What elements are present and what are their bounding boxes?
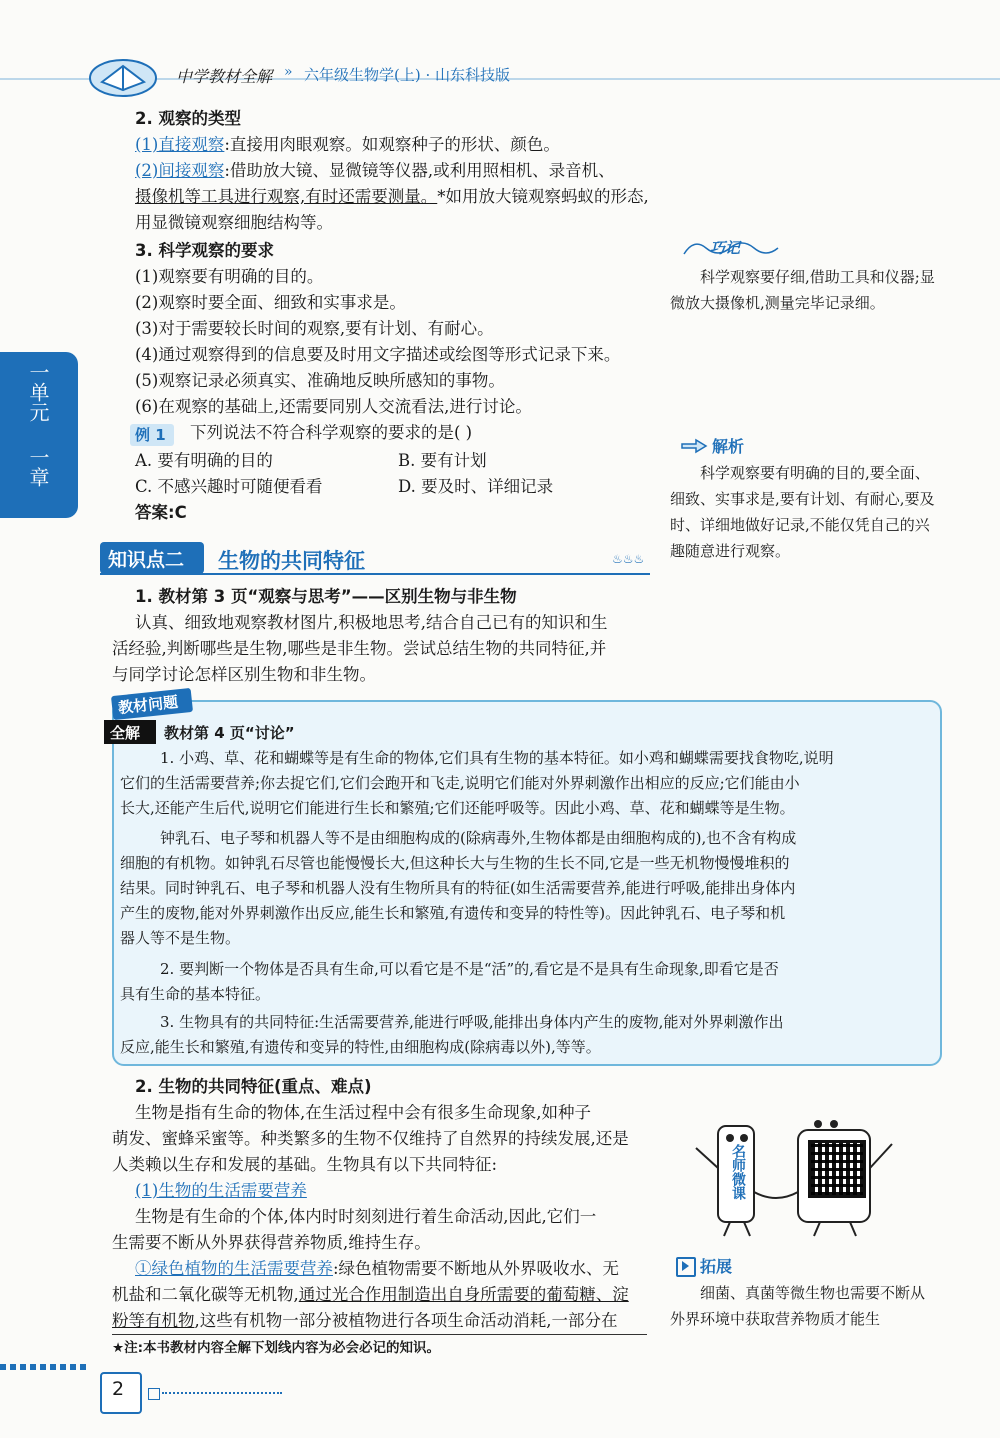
box-line-6: 结果。同时钟乳石、电子琴和机器人没有生物所具有的特征(如生活需要营养,能进行呼吸,能排出身体内	[120, 879, 796, 897]
section2-p4: 生物是有生命的个体,体内时时刻刻进行着生命活动,因此,它们一	[135, 1207, 597, 1226]
section2-p8	[112, 1308, 618, 1334]
section2-title: 2. 生物的共同特征(重点、难点)	[135, 1077, 372, 1096]
section2-p5: 生需要不断从外界获得营养物质,维持生存。	[112, 1233, 431, 1252]
knowledge-p1: 认真、细致地观察教材图片,积极地思考,结合自己已有的知识和生	[135, 613, 608, 632]
indirect-text-2-underlined: 摄像机等工具进行观察,有时还需要测量。	[135, 187, 438, 206]
indirect-text-2: *如用放大镜观察蚂蚁的形态,	[437, 187, 649, 206]
box-line-3: 长大,还能产生后代,说明它们能进行生长和繁殖;它们还能呼吸等。因此小鸡、草、花和蝴蝶等是生物。	[120, 799, 795, 817]
box-tag-top: 教材问题	[117, 692, 179, 718]
extension-header	[676, 1254, 776, 1278]
option-a: A. 要有明确的目的	[135, 451, 273, 470]
indirect-line-2	[135, 184, 649, 210]
header-brand: 中学教材全解	[176, 67, 273, 86]
indirect-text-3: 用显微镜观察细胞结构等。	[135, 213, 333, 232]
section2-p3: 人类赖以生存和发展的基础。生物具有以下共同特征:	[112, 1155, 498, 1174]
indirect-observation	[135, 158, 615, 184]
qr-code-icon[interactable]	[808, 1140, 866, 1198]
requirements-title: 3. 科学观察的要求	[135, 241, 274, 260]
box-line-11: 3. 生物具有的共同特征:生活需要营养,能进行呼吸,能排出身体内产生的废物,能对外界刺激作出	[160, 1013, 784, 1031]
section2-p7u: 通过光合作用制造出自身所需要的葡萄糖、淀	[298, 1285, 629, 1304]
section2-sub1: (1)生物的生活需要营养	[135, 1181, 307, 1200]
direct-label: (1)直接观察	[135, 135, 225, 154]
direct-text: :直接用肉眼观察。如观察种子的形状、颜色。	[224, 135, 560, 154]
example-question: 下列说法不符合科学观察的要求的是( )	[190, 423, 473, 442]
unit-chapter-tab	[0, 352, 78, 518]
box-line-9: 2. 要判断一个物体是否具有生命,可以看它是不是“活”的,看它是不是具有生命现象,即看它是否	[160, 960, 779, 978]
pointing-hand-icon	[680, 434, 708, 456]
difficulty-icon: ♨♨♨	[612, 552, 645, 566]
example-tag: 例 1	[135, 426, 166, 444]
section2-p6	[135, 1256, 619, 1282]
requirement-4: (4)通过观察得到的信息要及时用文字描述或绘图等形式记录下来。	[135, 345, 621, 364]
footer	[0, 1360, 1000, 1438]
teacher-micro-lesson	[690, 1108, 910, 1240]
option-b: B. 要有计划	[398, 451, 487, 470]
indirect-label: (2)间接观察	[135, 161, 225, 180]
section2-p6-label: ①绿色植物的生活需要营养	[135, 1259, 333, 1278]
requirement-1: (1)观察要有明确的目的。	[135, 267, 324, 286]
box-line-7: 产生的废物,能对外界刺激作出反应,能生长和繁殖,有遗传和变异的特性等)。因此钟乳石、电子琴和机	[120, 904, 786, 922]
page-number: 2	[112, 1378, 125, 1400]
box-tag-bottom: 全解	[110, 724, 141, 742]
extension-text: 细菌、真菌等微生物也需要不断从外界环境中获取营养物质才能生	[670, 1284, 926, 1328]
tip-header	[680, 236, 790, 260]
knowledge-subtitle: 1. 教材第 3 页“观察与思考”——区别生物与非生物	[135, 587, 517, 606]
box-line-8: 器人等不是生物。	[120, 929, 241, 947]
direct-observation	[135, 132, 560, 158]
section2-p8u: 粉等有机物	[112, 1311, 195, 1330]
requirement-6: (6)在观察的基础上,还需要同别人交流看法,进行讨论。	[135, 397, 532, 416]
knowledge-p2: 活经验,判断哪些是生物,哪些是非生物。尝试总结生物的共同特征,并	[112, 639, 607, 658]
types-title: 2. 观察的类型	[135, 109, 241, 128]
section2-p7	[112, 1282, 629, 1308]
analysis-header	[680, 432, 800, 458]
answer: 答案:C	[135, 503, 187, 522]
requirement-2: (2)观察时要全面、细致和实事求是。	[135, 293, 406, 312]
extension-title: 拓展	[700, 1257, 733, 1276]
analysis-title: 解析	[712, 437, 745, 456]
section2-p7a: 机盐和二氧化碳等无机物,	[112, 1285, 299, 1304]
tip-title: 巧记	[710, 239, 741, 257]
chapter-label: 一章	[26, 447, 50, 487]
tip-text: 科学观察要仔细,借助工具和仪器;显微放大摄像机,测量完毕记录细。	[670, 268, 935, 312]
knowledge-p3: 与同学讨论怎样区别生物和非生物。	[112, 665, 376, 684]
section2-p8b: ,这些有机物一部分被植物进行各项生命活动消耗,一部分在	[194, 1311, 618, 1330]
footnote: ★注:本书教材内容全解下划线内容为必会必记的知识。	[112, 1340, 441, 1356]
option-d: D. 要及时、详细记录	[398, 477, 554, 496]
unit-label: 一单元	[26, 362, 50, 422]
header-arrows-icon: »	[284, 64, 293, 80]
section2-p2: 萌发、蜜蜂采蜜等。种类繁多的生物不仅维持了自然界的持续发展,还是	[112, 1129, 629, 1148]
box-line-12: 反应,能生长和繁殖,有遗传和变异的特性,由细胞构成(除病毒以外),等等。	[120, 1038, 601, 1056]
section2-p1: 生物是指有生命的物体,在生活过程中会有很多生命现象,如种子	[135, 1103, 591, 1122]
knowledge-title: 生物的共同特征	[218, 549, 365, 573]
requirement-3: (3)对于需要较长时间的观察,要有计划、有耐心。	[135, 319, 494, 338]
logo-icon	[88, 52, 158, 98]
requirement-5: (5)观察记录必须真实、准确地反映所感知的事物。	[135, 371, 505, 390]
teacher-label: 名师微课	[730, 1144, 746, 1200]
knowledge-header	[100, 542, 650, 574]
box-line-10: 具有生命的基本特征。	[120, 985, 271, 1003]
cartoon-characters-icon	[690, 1108, 910, 1240]
box-title: 教材第 4 页“讨论”	[164, 724, 295, 742]
knowledge-tag: 知识点二	[108, 549, 185, 571]
header	[0, 0, 1000, 100]
box-line-2: 它们的生活需要营养;你去捉它们,它们会跑开和飞走,说明它们能对外界刺激作出相应的反应;它们能由小	[120, 774, 800, 792]
box-line-1: 1. 小鸡、草、花和蝴蝶等是有生命的物体,它们具有生物的基本特征。如小鸡和蝴蝶需要找食物吃,说明	[160, 749, 834, 767]
box-line-5: 细胞的有机物。如钟乳石尽管也能慢慢长大,但这种长大与生物的生长不同,它是一些无机物慢慢堆积的	[120, 854, 790, 872]
section2-p6-text: :绿色植物需要不断地从外界吸收水、无	[333, 1259, 620, 1278]
indirect-text-1: :借助放大镜、显微镜等仪器,或利用照相机、录音机、	[224, 161, 615, 180]
option-c: C. 不感兴趣时可随便看看	[135, 477, 323, 496]
box-line-4: 钟乳石、电子琴和机器人等不是由细胞构成的(除病毒外,生物体都是由细胞构成的),也不含有构成	[160, 829, 797, 847]
analysis-text: 科学观察要有明确的目的,要全面、细致、实事求是,要有计划、有耐心,要及时、详细地做好记录,不能仅凭自己的兴趣随意进行观察。	[670, 464, 935, 560]
header-subtitle: 六年级生物学(上) · 山东科技版	[304, 66, 511, 84]
